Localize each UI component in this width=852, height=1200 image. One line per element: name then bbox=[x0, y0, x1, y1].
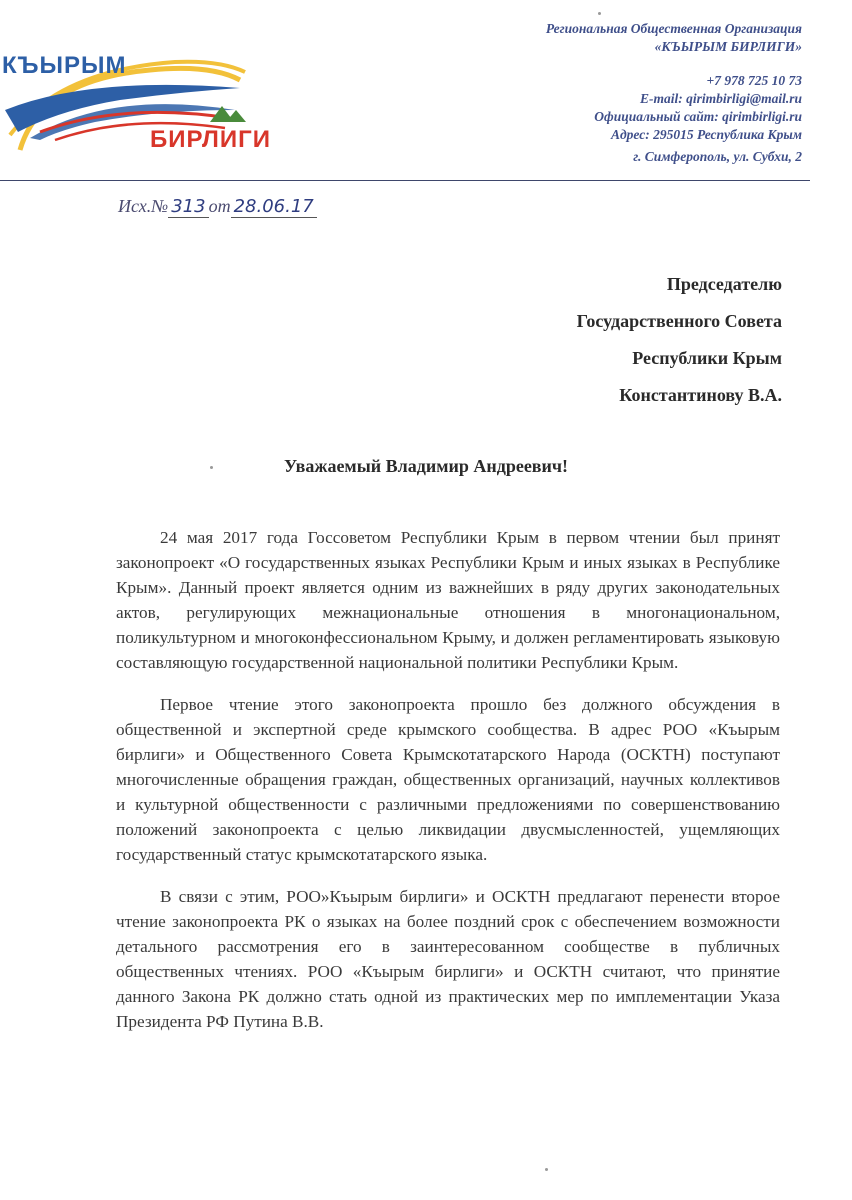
scan-speck bbox=[545, 1168, 548, 1171]
paragraph-3: В связи с этим, РОО»Къырым бирлиги» и ОСКТН предлагают перенести второе чтение законопроекта РК о языках на более поздний срок с обеспечением возможности детального рассмотрения его в заинтересованном сообществе в публичных общественных чтениях. РОО «Къырым бирлиги» и ОСКТН считают, что принятие данного Закона РК должно стать одной из практических мер по имплементации Указа Президента РФ Путина В.В. bbox=[116, 887, 780, 1031]
header-divider bbox=[0, 180, 810, 181]
scan-speck bbox=[210, 466, 213, 469]
organization-contact-header bbox=[442, 20, 802, 166]
addressee-line4: Константинову В.А. bbox=[619, 385, 782, 405]
logo-wordmark-top: КЪЫРЫМ bbox=[2, 52, 127, 79]
paragraph-2: Первое чтение этого законопроекта прошло без должного обсуждения в общественной и экспертной среде крымского сообщества. В адрес РОО «Къырым бирлиги» и Общественного Совета Крымскотатарского Народа (ОСКТН) поступают многочисленные обращения граждан, общественных организаций, научных коллективов и культурной общественности с различными предложениями по совершенствованию положений законопроекта с целью ликвидации двусмысленностей, ущемляющих государственный статус крымскотатарского языка. bbox=[116, 695, 780, 864]
addressee-line2: Государственного Совета bbox=[576, 311, 782, 331]
org-email: E-mail: qirimbirligi@mail.ru bbox=[639, 91, 802, 106]
scan-speck bbox=[598, 12, 601, 15]
outgoing-prefix: Исх.№ bbox=[118, 196, 169, 216]
addressee-line3: Республики Крым bbox=[632, 348, 782, 368]
addressee-line1: Председателю bbox=[666, 274, 782, 294]
org-phone: +7 978 725 10 73 bbox=[706, 73, 802, 88]
outgoing-number: 313 bbox=[168, 196, 208, 218]
letter-body bbox=[116, 525, 780, 1051]
salutation: Уважаемый Владимир Андреевич! bbox=[283, 456, 569, 476]
org-title-line: «КЪЫРЫМ БИРЛИГИ» bbox=[654, 39, 802, 54]
org-address-line2: г. Симферополь, ул. Субхи, 2 bbox=[633, 149, 802, 164]
outgoing-reference bbox=[118, 196, 317, 217]
outgoing-date: 28.06.17 bbox=[231, 196, 317, 218]
addressee-block bbox=[382, 266, 782, 414]
paragraph-1: 24 мая 2017 года Госсоветом Республики Крым в первом чтении был принят законопроект «О государственных языках Республики Крым и иных языках в Республике Крым». Данный проект является одним из важнейших в ряду других законодательных актов, регулирующих межнациональные отношения в многонациональном, поликультурном и многоконфессиональном Крыму, и должен регламентировать языковую составляющую государственной национальной политики Республики Крым. bbox=[116, 528, 780, 672]
org-website: Официальный сайт: qirimbirligi.ru bbox=[594, 109, 802, 124]
outgoing-date-prefix: от bbox=[208, 196, 231, 216]
org-address-line1: Адрес: 295015 Республика Крым bbox=[610, 127, 802, 142]
org-name-line: Региональная Общественная Организация bbox=[545, 21, 802, 36]
logo-wordmark-bottom: БИРЛИГИ bbox=[150, 126, 271, 153]
organization-logo bbox=[0, 40, 270, 160]
